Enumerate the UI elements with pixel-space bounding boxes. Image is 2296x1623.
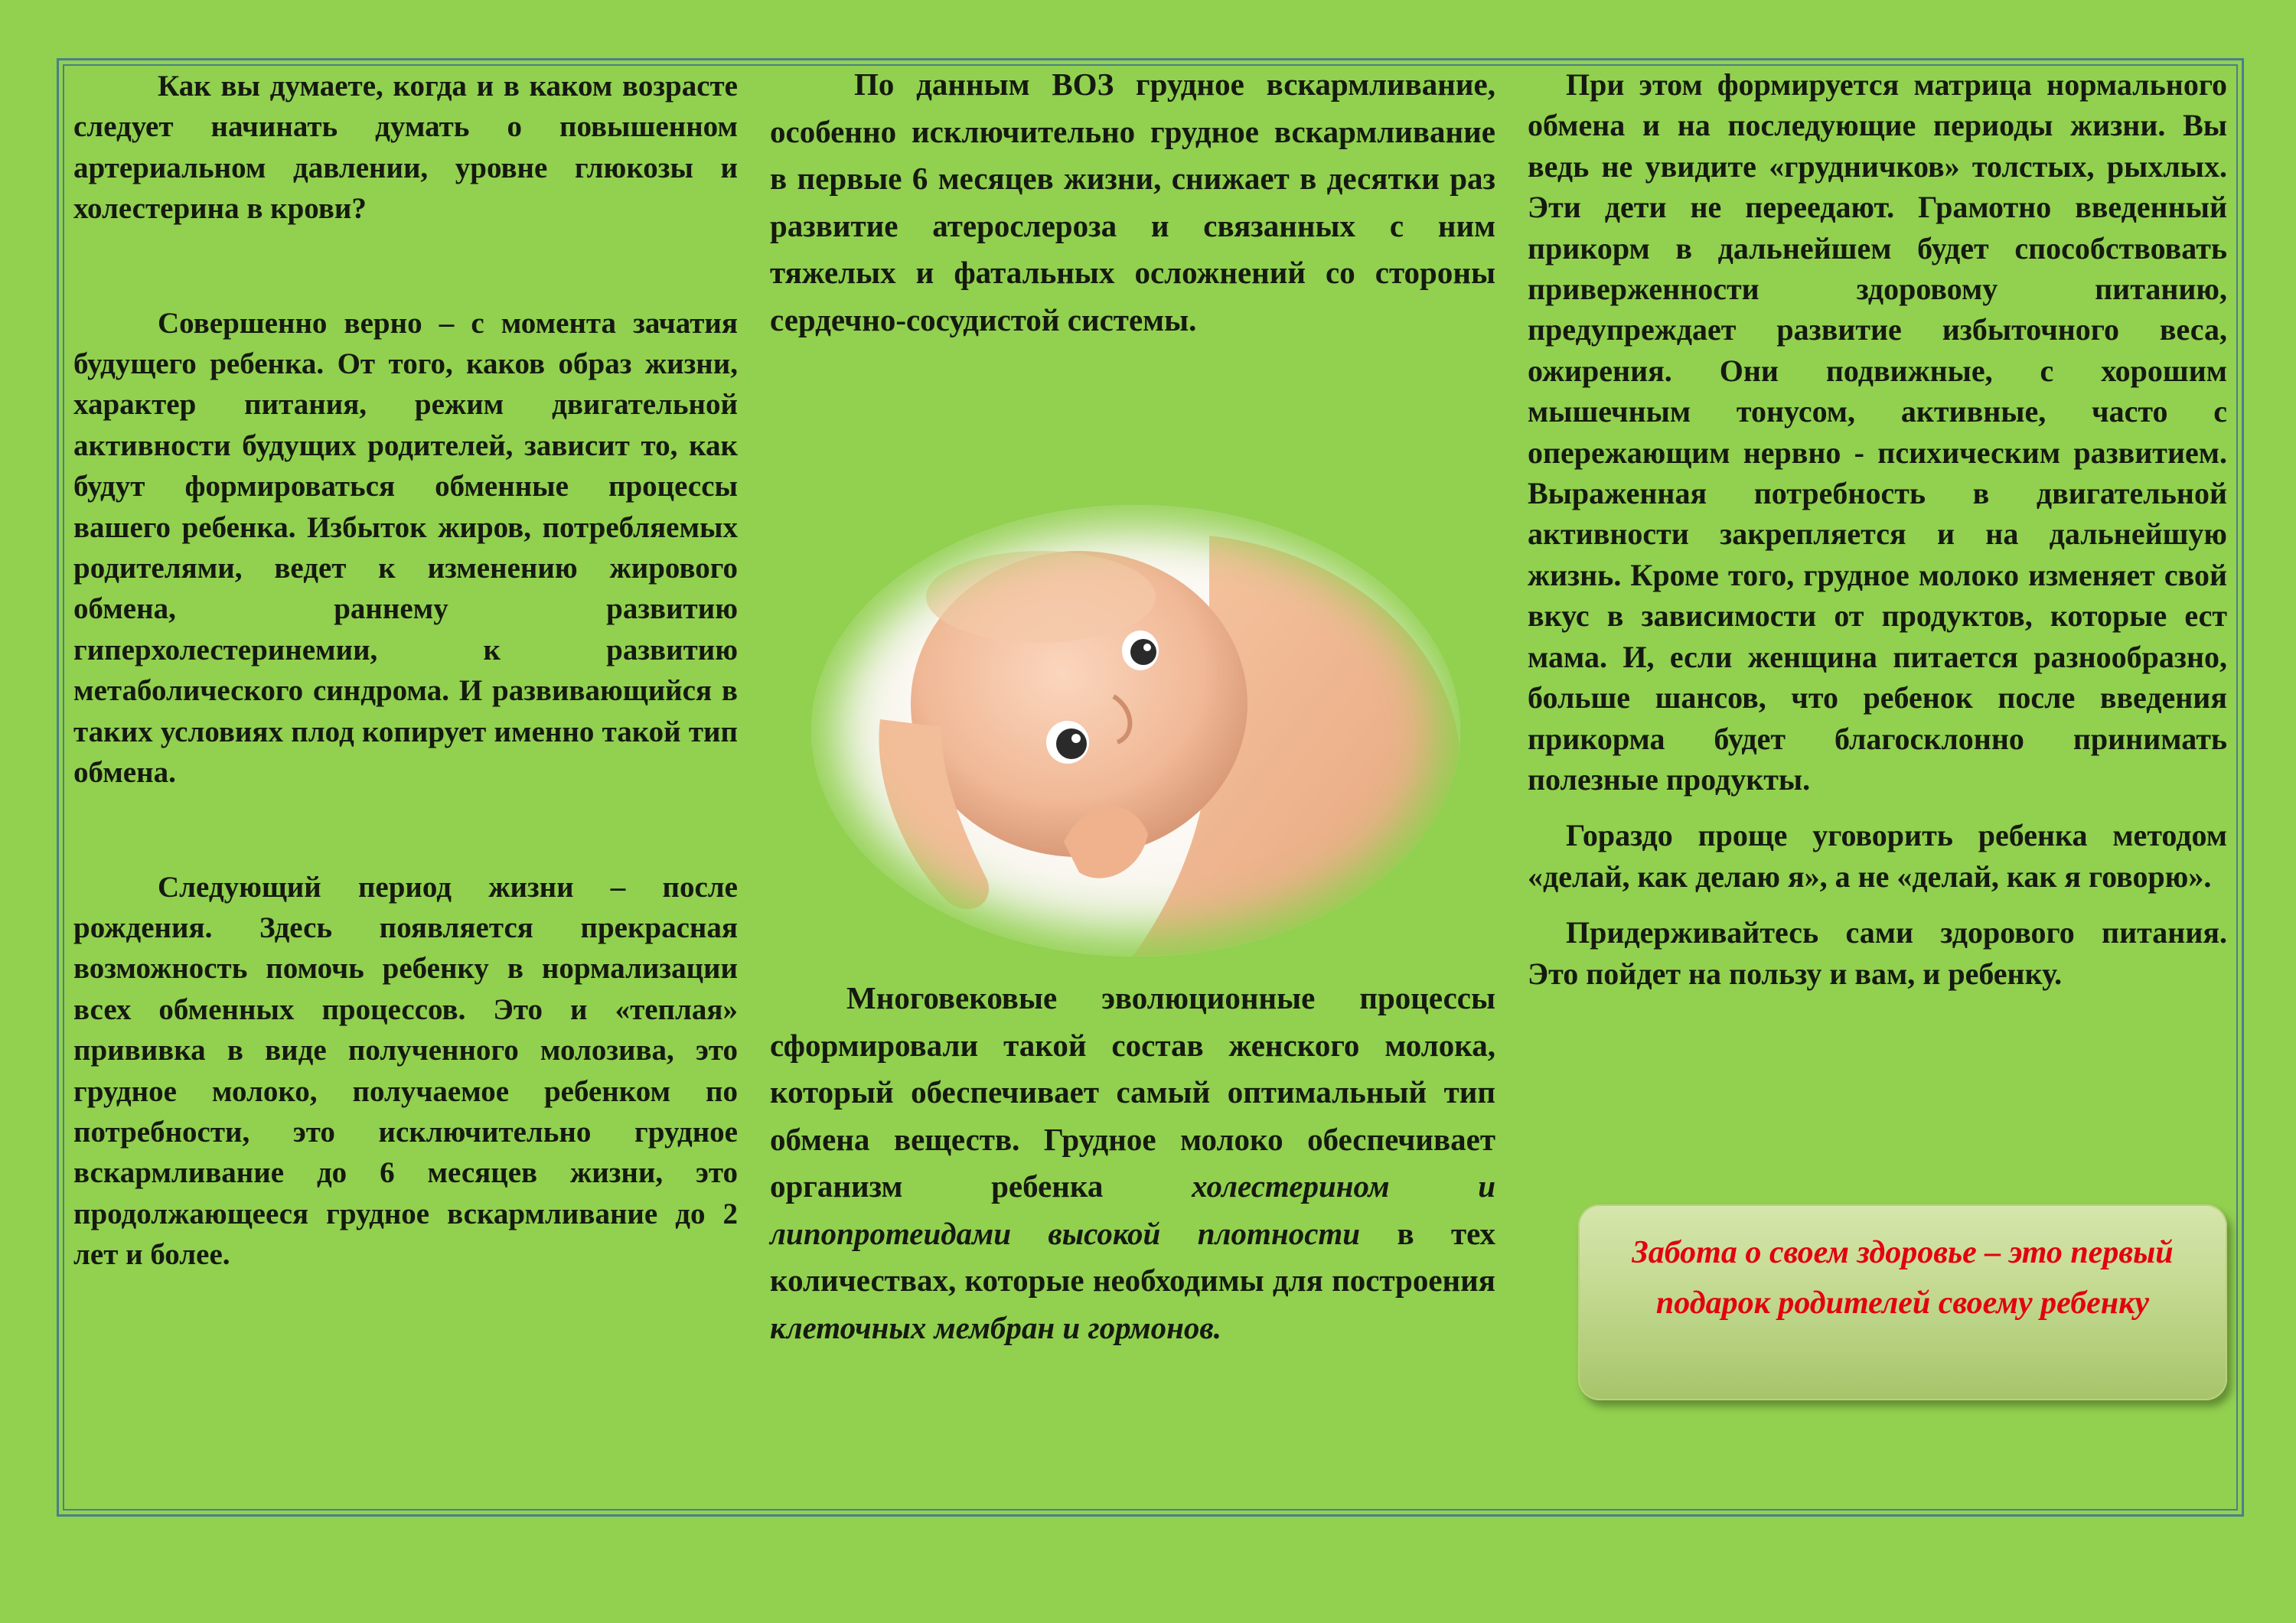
paragraph-after-birth: Следующий период жизни – после рождения. Здесь появляется прекрасная возможность помочь ребенку в нормализации всех обменных процессов. Это и «теплая» прививка в виде полученного молозива, это грудное молоко, получаемое ребенком по потребности, это исключительно грудное вскармливание до 6 месяцев жизни, это продолжающееся грудное вскармливание до 2 лет и более. [73, 870, 738, 1272]
text-span: Многовековые эволюционные процессы сформировали такой состав женского молока, который обеспечивает самый оптимальный тип обмена веществ. Грудное молоко обеспечивает организм ребенка [770, 980, 1495, 1204]
italic-cholesterol: холестерином и липопротеидами высокой плотности [770, 1168, 1495, 1251]
paragraph-do-as-i-do: Гораздо проще уговорить ребенка методом «делай, как делаю я», а не «делай, как я говорю». [1528, 818, 2227, 894]
paragraph-milk-composition [770, 975, 1495, 1351]
paragraph-who-data: По данным ВОЗ грудное вскармливание, особенно исключительно грудное вскармливание в первые 6 месяцев жизни, снижает в десятки раз развитие атерослероза и связанных с ним тяжелых и фатальных осложнений со стороны сердечно-сосудистой системы. [770, 67, 1495, 337]
paragraph-metabolism-matrix: При этом формируется матрица нормального обмена и на последующие периоды жизни. Вы ведь не увидите «грудничков» толстых, рыхлых. Эти дети не переедают. Грамотно введенный прикорм в дальнейшем будет способствовать приверженности здоровому питанию, предупреждает развитие избыточного веса, ожирения. Они подвижные, с хорошим мышечным тонусом, активные, часто с опережающим нервно - психическим развитием. Выраженная потребность в двигательной активности закрепляется и на дальнейшую жизнь. Кроме того, грудное молоко изменяет свой вкус в зависимости от продуктов, которые ест мама. И, если женщина питается разнообразно, больше шансов, что ребенок после введения прикорма будет благосклонно принимать полезные продукты. [1528, 67, 2227, 797]
motto-callout [1578, 1204, 2227, 1400]
baby-illustration [811, 505, 1460, 957]
paragraph-question: Как вы думаете, когда и в каком возрасте следует начинать думать о повышенном артериальном давлении, уровне глюкозы и холестерина в крови? [73, 70, 738, 226]
text-span: в тех количествах, которые необходимы для построения [770, 1215, 1495, 1298]
middle-column-bottom [770, 975, 1495, 1351]
paragraph-healthy-eating: Придерживайтесь сами здорового питания. Это пойдет на пользу и вам, и ребенку. [1528, 915, 2227, 991]
baby-breastfeeding-photo [811, 505, 1460, 957]
italic-membranes: клеточных мембран и гормонов. [770, 1309, 1221, 1345]
right-column [1528, 64, 2227, 994]
left-column [73, 66, 738, 1276]
paragraph-conception: Совершенно верно – с момента зачатия будущего ребенка. От того, каков образ жизни, характер питания, режим двигательной активности будущих родителей, зависит то, как будут формироваться обменные процессы вашего ребенка. Избыток жиров, потребляемых родителями, ведет к изменению жирового обмена, раннему развитию гиперхолестеринемии, к развитию метаболического синдрома. И развивающийся в таких условиях плод копирует именно такой тип обмена. [73, 306, 738, 790]
motto-text: Забота о своем здоровье – это первый подарок родителей своему ребенку [1632, 1235, 2174, 1321]
middle-column-top [770, 61, 1495, 344]
